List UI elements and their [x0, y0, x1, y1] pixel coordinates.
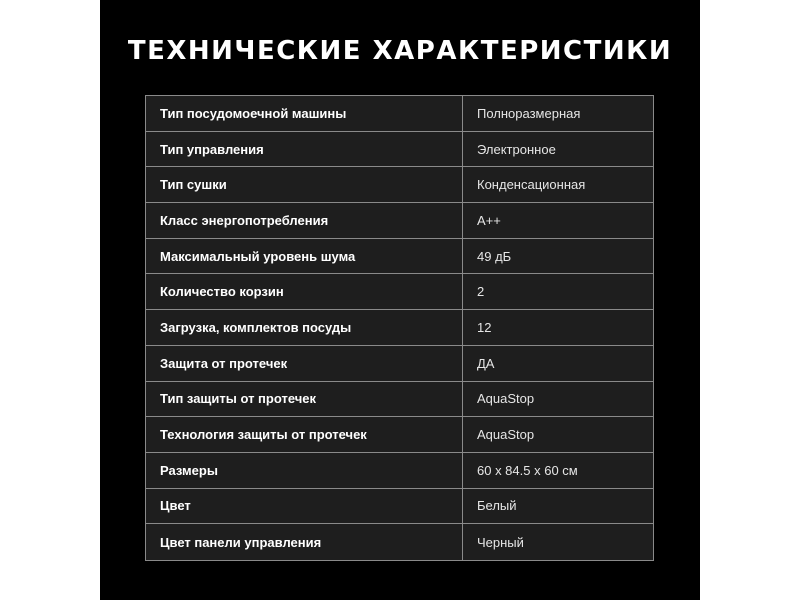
page-title: ТЕХНИЧЕСКИЕ ХАРАКТЕРИСТИКИ [127, 36, 673, 66]
spec-value: 2 [477, 284, 485, 300]
spec-value: 49 дБ [477, 248, 512, 264]
spec-value: 12 [477, 319, 492, 335]
spec-label: Тип защиты от протечек [146, 382, 463, 417]
spec-row [146, 417, 653, 453]
spec-row [146, 453, 653, 489]
spec-label: Защита от протечек [146, 346, 463, 381]
spec-row [146, 524, 653, 560]
spec-value: A++ [477, 212, 501, 228]
spec-value: Черный [477, 534, 524, 550]
spec-label: Максимальный уровень шума [146, 239, 463, 274]
spec-value: 60 x 84.5 x 60 см [477, 462, 578, 478]
spec-row [146, 203, 653, 239]
spec-row [146, 489, 653, 525]
spec-row [146, 310, 653, 346]
spec-value: AquaStop [477, 427, 535, 443]
spec-label: Цвет [146, 489, 463, 524]
spec-value: ДА [477, 355, 495, 371]
spec-row [146, 167, 653, 203]
spec-label: Тип посудомоечной машины [146, 96, 463, 131]
spec-row [146, 274, 653, 310]
specs-panel [100, 0, 700, 600]
spec-row [146, 96, 653, 132]
spec-label: Загрузка, комплектов посуды [146, 310, 463, 345]
spec-label: Цвет панели управления [146, 524, 463, 560]
spec-row [146, 132, 653, 168]
spec-row [146, 382, 653, 418]
spec-value: Полноразмерная [477, 105, 581, 121]
spec-value: Белый [477, 498, 517, 514]
specs-table [145, 95, 654, 561]
spec-row [146, 239, 653, 275]
spec-value: Электронное [477, 141, 556, 157]
spec-label: Класс энергопотребления [146, 203, 463, 238]
spec-value: Конденсационная [477, 177, 586, 193]
spec-label: Тип сушки [146, 167, 463, 202]
spec-value: AquaStop [477, 391, 535, 407]
spec-label: Тип управления [146, 132, 463, 167]
spec-label: Размеры [146, 453, 463, 488]
spec-row [146, 346, 653, 382]
spec-label: Технология защиты от протечек [146, 417, 463, 452]
spec-label: Количество корзин [146, 274, 463, 309]
